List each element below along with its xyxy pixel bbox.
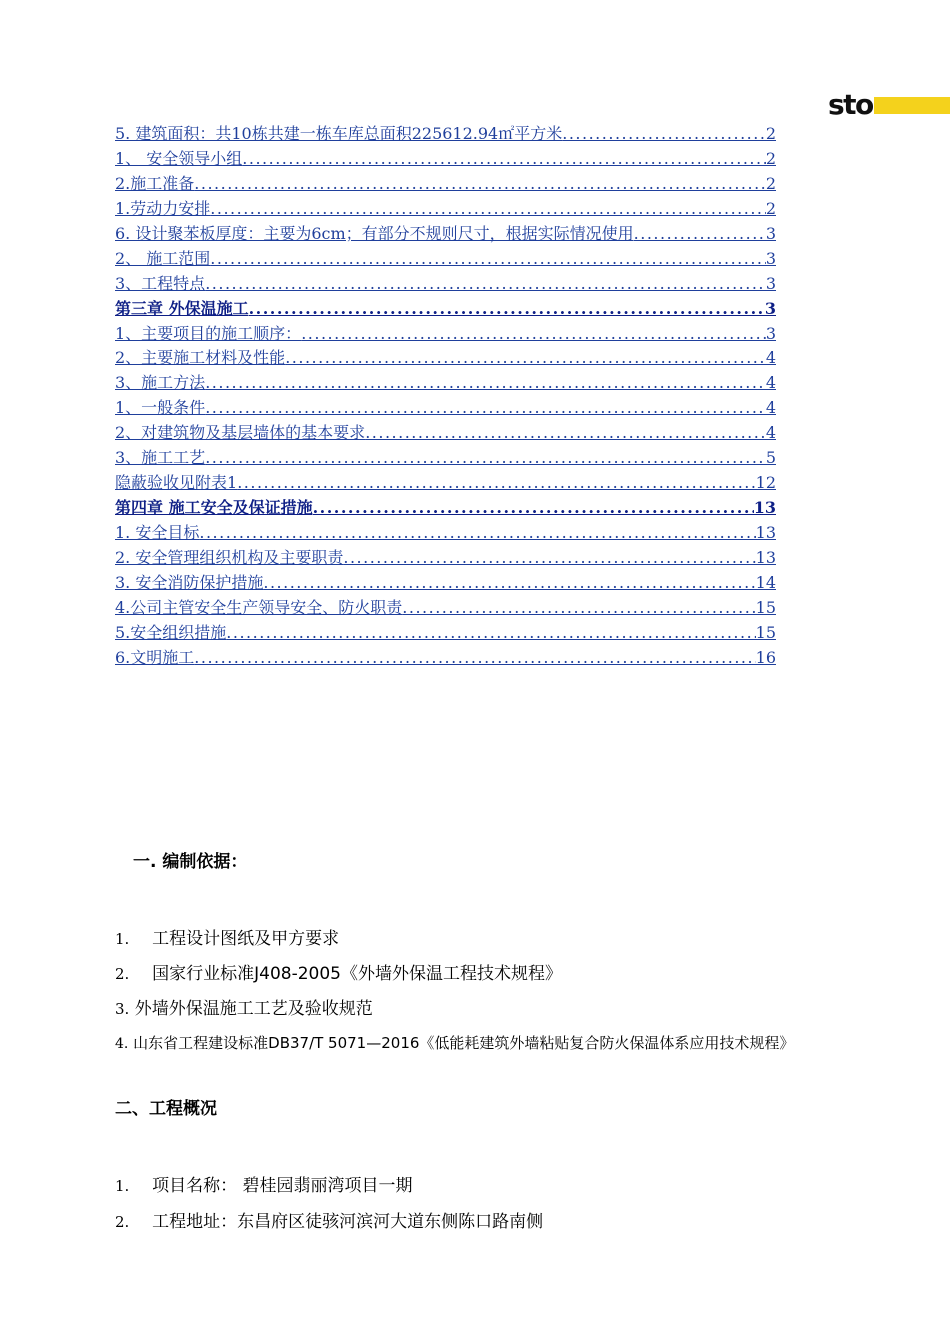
overview-item-1	[115, 1171, 413, 1196]
toc-entry[interactable]	[115, 621, 776, 646]
toc-entry[interactable]	[115, 496, 776, 521]
toc-page-number: 13	[755, 523, 776, 542]
toc-entry-label: 2、 施工范围	[115, 248, 211, 268]
toc-page-number: 15	[755, 622, 776, 642]
toc-entry[interactable]	[115, 596, 776, 621]
toc-dot-leader	[562, 122, 766, 147]
toc-entry[interactable]	[115, 122, 776, 147]
toc-dot-leader	[365, 421, 766, 446]
toc-entry[interactable]	[115, 172, 776, 197]
toc-entry-label: 1. 安全目标	[115, 523, 200, 542]
toc-page-number: 4	[765, 423, 776, 443]
toc-dot-leader	[242, 147, 766, 172]
item-number: 3.	[115, 1000, 130, 1018]
basis-item-4	[115, 1032, 794, 1053]
toc-entry[interactable]	[115, 297, 776, 322]
sto-logo	[828, 88, 873, 121]
toc-entry[interactable]	[115, 197, 776, 222]
toc-dot-leader	[194, 646, 755, 671]
item-number: 4.	[115, 1036, 129, 1052]
toc-page-number: 13	[755, 547, 776, 567]
toc-entry[interactable]	[115, 247, 776, 272]
toc-page-number: 4	[765, 398, 776, 418]
toc-dot-leader	[205, 396, 766, 421]
logo-text: sto	[828, 88, 873, 121]
toc-dot-leader	[249, 297, 765, 322]
toc-entry-label: 隐蔽验收见附表1	[115, 473, 238, 493]
toc-page-number: 2	[765, 198, 776, 218]
basis-item-2	[115, 959, 562, 984]
toc-page-number: 16	[755, 647, 776, 667]
toc-entry[interactable]	[115, 396, 776, 421]
toc-entry[interactable]	[115, 371, 776, 396]
toc-entry-label: 3. 安全消防保护措施	[115, 572, 264, 592]
toc-entry-label: 1、 安全领导小组	[115, 148, 243, 168]
toc-dot-leader	[285, 346, 766, 371]
toc-dot-leader	[199, 521, 755, 546]
toc-page-number: 5	[765, 448, 776, 468]
toc-entry-label: 1、一般条件	[115, 398, 206, 418]
toc-dot-leader	[402, 596, 755, 621]
logo-accent-bar	[874, 97, 950, 114]
overview-item-2	[115, 1207, 543, 1232]
toc-dot-leader	[194, 172, 766, 197]
item-text: 山东省工程建设标准DB37/T 5071—2016《低能耗建筑外墙粘贴复合防火保温体系应用技术规程》	[133, 1034, 795, 1052]
toc-entry[interactable]	[115, 272, 776, 297]
toc-page-number: 2	[765, 124, 776, 143]
toc-entry-label: 5. 建筑面积：共10栋共建一栋车库总面积225612.94㎡平方米	[115, 124, 563, 143]
toc-page-number: 3	[765, 223, 776, 243]
toc-entry[interactable]	[115, 322, 776, 347]
toc-page-number: 3	[765, 273, 776, 293]
toc-dot-leader	[237, 471, 755, 496]
toc-dot-leader	[263, 571, 755, 596]
toc-dot-leader	[205, 371, 766, 396]
table-of-contents	[115, 122, 776, 671]
item-text: 国家行业标准J408-2005《外墙外保温工程技术规程》	[152, 964, 562, 984]
toc-entry-label: 3、施工方法	[115, 373, 206, 393]
toc-page-number: 12	[755, 473, 776, 493]
toc-dot-leader	[313, 496, 754, 521]
toc-entry[interactable]	[115, 521, 776, 546]
toc-entry-label: 6.文明施工	[115, 647, 195, 667]
item-number: 2.	[115, 965, 130, 983]
toc-entry-label: 2、主要施工材料及性能	[115, 348, 286, 368]
toc-dot-leader	[205, 446, 766, 471]
toc-entry[interactable]	[115, 147, 776, 172]
toc-page-number: 3	[765, 323, 776, 343]
item-number: 1.	[115, 1177, 130, 1195]
toc-entry-label: 2. 安全管理组织机构及主要职责	[115, 547, 344, 567]
section-heading-basis: 一. 编制依据：	[133, 852, 248, 872]
toc-entry-label: 3、工程特点	[115, 273, 206, 293]
toc-entry-label: 5.安全组织措施	[115, 622, 227, 642]
toc-entry-label: 1.劳动力安排	[115, 198, 211, 218]
toc-page-number: 13	[753, 498, 776, 518]
item-text: 项目名称： 碧桂园翡丽湾项目一期	[152, 1176, 413, 1196]
toc-entry[interactable]	[115, 346, 776, 371]
toc-entry-label: 第四章 施工安全及保证措施	[115, 498, 313, 518]
toc-entry[interactable]	[115, 571, 776, 596]
toc-page-number: 14	[755, 572, 776, 592]
toc-entry-label: 3、施工工艺	[115, 448, 206, 468]
toc-page-number: 2	[765, 173, 776, 193]
toc-page-number: 4	[765, 348, 776, 368]
toc-entry[interactable]	[115, 471, 776, 496]
toc-dot-leader	[210, 197, 766, 222]
item-text: 外墙外保温施工工艺及验收规范	[134, 999, 373, 1019]
toc-entry[interactable]	[115, 446, 776, 471]
toc-entry-label: 6. 设计聚苯板厚度：主要为6cm；有部分不规则尺寸，根据实际情况使用	[115, 223, 634, 243]
toc-dot-leader	[301, 322, 766, 347]
toc-page-number: 15	[755, 597, 776, 617]
basis-item-1	[115, 924, 339, 949]
toc-dot-leader	[634, 222, 766, 247]
toc-page-number: 2	[765, 148, 776, 168]
toc-entry-label: 4.公司主管安全生产领导安全、防火职责	[115, 597, 403, 617]
toc-entry[interactable]	[115, 222, 776, 247]
item-text: 工程设计图纸及甲方要求	[152, 929, 340, 949]
toc-entry[interactable]	[115, 646, 776, 671]
toc-entry[interactable]	[115, 546, 776, 571]
toc-entry-label: 2、对建筑物及基层墙体的基本要求	[115, 423, 366, 443]
toc-dot-leader	[210, 247, 766, 272]
toc-dot-leader	[226, 621, 755, 646]
basis-item-3	[115, 994, 373, 1019]
toc-entry-label: 1、主要项目的施工顺序：	[115, 323, 302, 343]
section-heading-overview: 二、工程概况	[115, 1099, 217, 1119]
toc-dot-leader	[343, 546, 755, 571]
toc-entry-label: 2.施工准备	[115, 173, 195, 193]
item-number: 1.	[115, 930, 130, 948]
item-text: 工程地址：东昌府区徒骇河滨河大道东侧陈口路南侧	[152, 1212, 544, 1232]
toc-entry[interactable]	[115, 421, 776, 446]
item-number: 2.	[115, 1213, 130, 1231]
toc-entry-label: 第三章 外保温施工	[115, 298, 249, 318]
toc-page-number: 4	[765, 373, 776, 393]
toc-page-number: 3	[764, 298, 776, 318]
toc-page-number: 3	[765, 248, 776, 268]
toc-dot-leader	[205, 272, 766, 297]
